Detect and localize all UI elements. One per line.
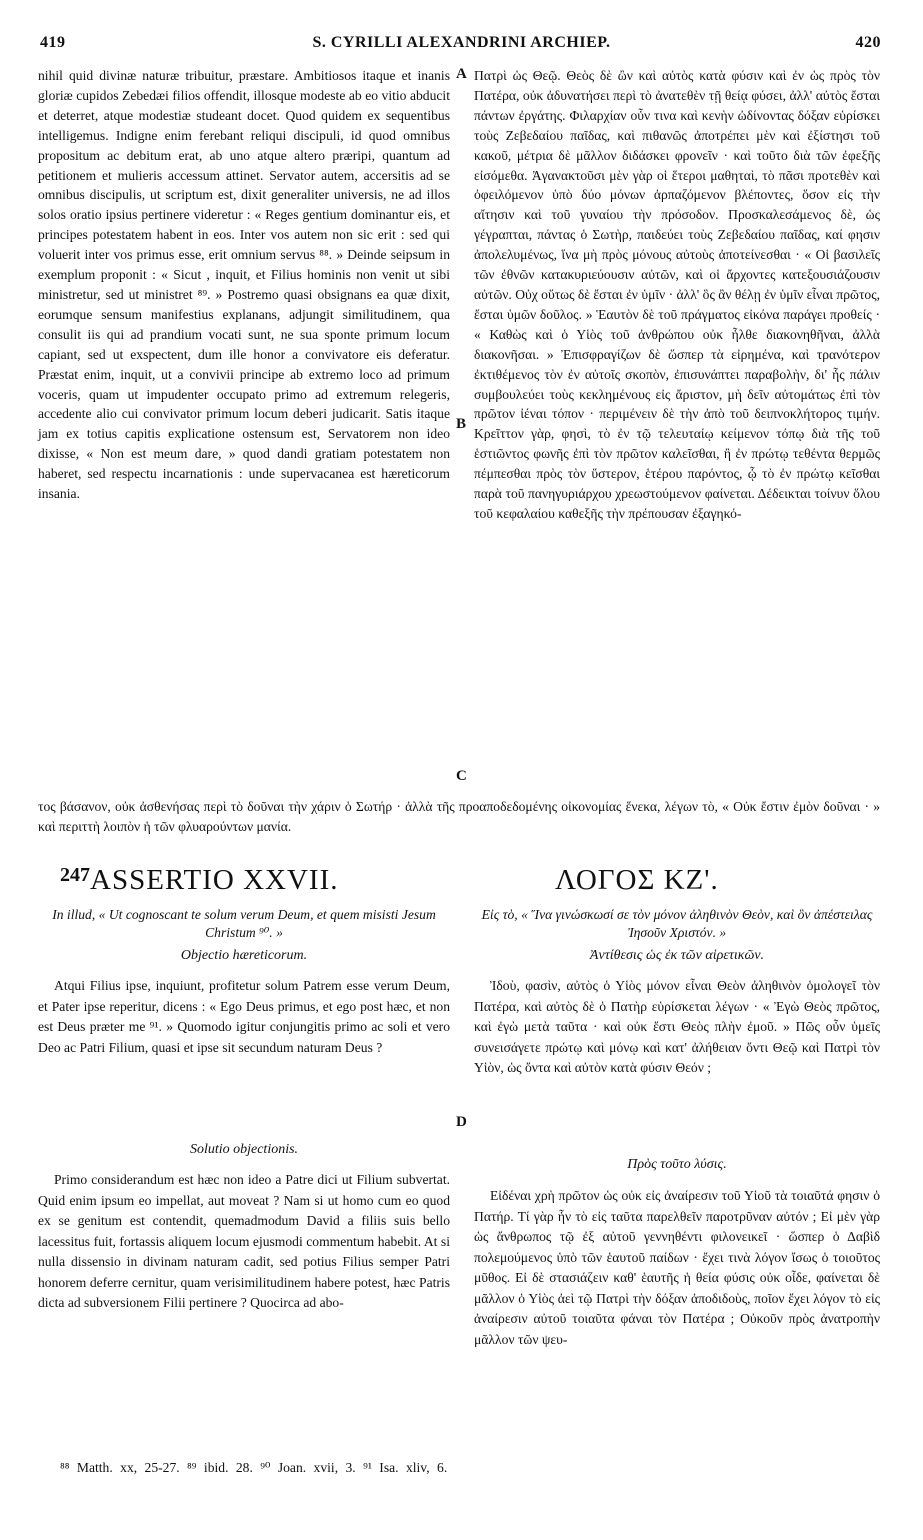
- greek-solution-heading: Πρὸς τοῦτο λύσις.: [627, 1157, 727, 1172]
- greek-section-heading: ΛΟΓΟΣ ΚΖ'.: [555, 864, 719, 896]
- greek-solution-text: Εἰδέναι χρὴ πρῶτον ὡς οὐκ εἰς ἀναίρεσιν τοῦ Υἱοῦ τὰ τοιαῦτά φησιν ὁ Πατήρ. Τί γὰρ ἦν τὸ εἰς ταῦτα παρελθεῖν παροτρῦναν αὐτόν ; Εἰ μὲν γὰρ ὡς ἄνθρωπος τῷ ἐξ αὐτοῦ γεννηθέντι φιλονεικεῖ · ὥσπερ ὁ Δαβὶδ πολεμούμενος ὑπὸ τῶν ἑαυτοῦ παίδων · ἔχει τινὰ λόγον ἴσως ὁ τοιοῦτος μῦθος. Εἰ δὲ στασιάζειν καθ' ἑαυτῆς ἡ θεία φύσις οὐκ οἶδε, φαίνεται δὲ μᾶλλον ὁ Υἱὸς ἀεὶ τῷ Πατρὶ τὴν δόξαν ἀποδιδοὺς, ποῖον ἔχει λόγον τὸ εἰς ἀναίρεσιν αὐτοῦ τοιαῦτα φάναι τὸν Πατέρα ; Οὐκοῦν πρὸς ἀνατροπὴν μᾶλλον τῶν ψευ-: [474, 1188, 880, 1347]
- latin-objection-block: [38, 976, 450, 1058]
- margin-letter-a: A: [456, 66, 467, 82]
- latin-text-top: nihil quid divinæ naturæ tribuitur, præstare. Ambitiosos itaque et inanis gloriæ cupidos Zebedæi filios offendit, illosque modeste ab eo vitio abducit et deterret, atque modestiæ studeant docet. Quod quidem ex sequentibus intelligemus. Indigne enim ferebant reliqui discipuli, id quod omnibus propositum ac debitum erat, ab uno atque altero præripi, quantum ad petitionem et mulieris accessum attinet. Servator autem, accersitis ad se omnibus discipulis, ut scriptum est, dixit generaliter universis, ne ad illos solos oratio ipsius pertinere videretur : « Reges gentium dominantur eis, et principes potestatem habent in eos. Inter vos autem non sic erit : sed qui voluerit inter vos primus esse, erit omnium servus ⁸⁸. » Deinde seipsum in exemplum proponit : « Sicut , inquit, et Filius hominis non venit ut sibi ministretur, sed ut ministret ⁸⁹. » Postremo quasi obsignans ea quæ dixit, eorumque sensum manifestius explanans, adjungit similitudinem, qua consulit iis qui ad prandium vocati sunt, ne sua sponte primum locum capiant, sed ut exspectent, dum ille honor a convivatore eis deferatur. Præstat enim, inquit, ut a convivii principe ab extremo loco ad primum voceris, quam ut impudenter occupato primo ad extremum relegeris, accedente alio cui convivator primum locum deberi judicarit. Satis itaque jam ex totius capitis explicatione ostensum est, Servatorem non ideo dixisse, « Non est meum dare, » quod dandi gratiam potestatem non haberet, sed respectu incarnationis : unde supervacanea est hæreticorum insania.: [38, 68, 450, 502]
- section-number: 247: [60, 864, 90, 886]
- margin-letter-c: C: [456, 768, 467, 784]
- greek-solution-block: [474, 1186, 880, 1350]
- latin-solution-heading: Solutio objectionis.: [189, 1142, 299, 1157]
- page-number-right: 420: [855, 34, 881, 51]
- footnotes: ⁸⁸ Matth. xx, 25-27. ⁸⁹ ibid. 28. ⁹⁰ Joan. xvii, 3. ⁹¹ Isa. xliv, 6.: [60, 1460, 448, 1475]
- margin-letter-d: D: [456, 1114, 467, 1130]
- greek-objection-block: [474, 976, 880, 1079]
- latin-objection-text: Atqui Filius ipse, inquiunt, profitetur solum Patrem esse verum Deum, et Pater ipse reperitur, dicens : « Ego Deus primus, et ego post hæc, et non est Deus præter me ⁹¹. » Quomodo igitur conjungitis primo ac soli et vero Deo ac Patri Filium, quasi et ipse sit secundum naturam Deus ?: [38, 978, 450, 1055]
- greek-subtitle: Εἰς τὸ, « Ἵνα γινώσκωσί σε τὸν μόνον ἀληθινὸν Θεὸν, καὶ ὃν ἀπέστειλας Ἰησοῦν Χριστόν. »: [481, 907, 873, 940]
- greek-objection-heading: Ἀντίθεσις ὡς ἐκ τῶν αἱρετικῶν.: [589, 948, 765, 963]
- greek-objection-text: Ἰδοὺ, φασὶν, αὐτὸς ὁ Υἱὸς μόνον εἶναι Θεὸν ἀληθινὸν ὁμολογεῖ τὸν Πατέρα, καὶ αὐτὸς δὲ ὁ Πατὴρ εὑρίσκεται λέγων · « Ἐγὼ Θεὸς πρῶτος, καὶ ἐγὼ μετὰ ταῦτα · καὶ οὐκ ἔστι Θεὸς πλὴν ἐμοῦ. » Πῶς οὖν ὑμεῖς συνεισάγετε πρώτῳ καὶ μόνῳ καὶ κατ' ἀλήθειαν ὄντι Θεῷ καὶ Πατρὶ τὸν Υἱὸν, ὡς ὄντα καὶ αὐτὸν κατὰ φύσιν Θεόν ;: [474, 978, 880, 1075]
- latin-column-top: [38, 66, 450, 504]
- greek-column-top: [474, 66, 880, 524]
- running-title: S. CYRILLI ALEXANDRINI ARCHIEP.: [312, 34, 611, 51]
- latin-solution-block: [38, 1170, 450, 1314]
- latin-section-heading: [60, 864, 338, 897]
- latin-subtitle: In illud, « Ut cognoscant te solum verum Deum, et quem misisti Jesum Christum ⁹⁰. »: [52, 907, 436, 940]
- greek-full-width-line: τος βάσανον, οὐκ ἀσθενήσας περὶ τὸ δοῦναι τὴν χάριν ὁ Σωτήρ · ἀλλὰ τῆς προαποδεδομένης οἰκονομίας ἕνεκα, λέγων τὸ, « Οὐκ ἔστιν ἐμὸν δοῦναι · » καὶ περιττὴ λοιπὸν ἡ τῶν φλυαρούντων μανία.: [38, 799, 880, 834]
- greek-text-top: Πατρὶ ὡς Θεῷ. Θεὸς δὲ ὢν καὶ αὐτὸς κατὰ φύσιν καὶ ἐν ὡς πρὸς τὸν Πατέρα, οὐκ ἀδυνατήσει περὶ τὸ ἀνατεθὲν τῇ θείᾳ φύσει, ἀλλ' αὐτὸς ἔσται πάντων ἐργάτης. Φιλαρχίαν οὖν τινα καὶ κενὴν ὠδίνοντας δόξαν εὑρίσκει τοὺς Ζεβεδαίου παῖδας, καὶ πιθανῶς ἀποτρέπει μὲν καὶ ἐξίστησι τοῦ κακοῦ, μέτρια δὲ μᾶλλον διδάσκει φρονεῖν · καὶ τοῦτο διὰ τῶν ἐφεξῆς εἰσόμεθα. Ἀγανακτοῦσι μὲν γὰρ οἱ ἕτεροι μαθηταὶ, τὸ πᾶσι προτεθὲν καὶ ὀφειλόμενον ὑπὸ δύο μόνων ἀρπαζόμενον βλέποντες, ὅσον εἰς τὴν αἴτησιν καὶ τοῦ γυναίου τὴν πρόσοδον. Προσκαλεσάμενος δὲ, ὡς γέγραπται, πάντας ὁ Σωτὴρ, παιδεύει τοὺς Ζεβεδαίου παῖδας, καί φησιν ἀπολελυμένως, ἵνα μὴ πρὸς μόνους αὐτοὺς ἀποτείνεσθαι · « Οἱ βασιλεῖς τῶν ἐθνῶν κατακυριεύουσιν αὐτῶν, καὶ οἱ ἄρχοντες κατεξουσιάζουσιν αὐτῶν. Οὐχ οὕτως δὲ ἔσται ἐν ὑμῖν · ἀλλ' ὃς ἂν θέλῃ ἐν ὑμῖν εἶναι πρῶτος, ἔσται ὑμῶν δοῦλος. » Ἑαυτὸν δὲ τοῦ πράγματος εἰκόνα παράγει προθείς · « Καθὼς καὶ ὁ Υἱὸς τοῦ ἀνθρώπου οὐκ ἦλθε διακονηθῆναι, ἀλλὰ διακονῆσαι. » Ἐπισφραγίζων δὲ ὥσπερ τὰ εἰρημένα, καὶ τρανότερον ἐκτιθέμενος τὸν ἐν αὐτοῖς σκοπὸν, ἐπισυνάπτει παραβολὴν, δι' ἧς πάλιν συμβουλεύει τοὺς κεκλημένους εἰς ἄριστον, μὴ δεῖν αὐτομάτως ἐπὶ τὸν πρῶτον ἰέναι τόπον · περιμένειν δὲ τὴν ἀπὸ τοῦ δειπνοκλήτορος τιμήν. Κρεῖττον γὰρ, φησὶ, τὸ ἐν τῷ τελευταίῳ κείμενον τόπῳ διὰ τῆς τοῦ ἑστιῶντος φωνῆς ἐπὶ τὸν πρῶτον καλεῖσθαι, ἢ ἐν πρώτῳ τεθέντα θερμῶς πέμπεσθαι πρὸς τὸν ὕστερον, ἑτέρου παρόντος, ᾧ τὸ ἐν πρώτῳ κεῖσθαι παρὰ τοῦ πανηγυριάρχου χρεωστούμενον φαίνεται. Δέδεικται τοίνυν ὅλου τοῦ κεφαλαίου καθεξῆς τὴν πρέπουσαν ἐξαγηκό-: [474, 68, 881, 521]
- latin-objection-heading: Objectio hæreticorum.: [180, 948, 308, 963]
- latin-section-title: ASSERTIO XXVII.: [90, 864, 339, 896]
- page-number-left: 419: [40, 34, 66, 51]
- margin-letter-b: B: [456, 416, 467, 432]
- latin-solution-text: Primo considerandum est hæc non ideo a Patre dici ut Filium subvertat. Quid enim ipsum eo impellat, aut moveat ? Nam si ut homo cum eo quod ex se genitum est contendit, quemadmodum David a filiis suis bello lacessitus fuit, fortassis aliquem locum ejusmodi commentum habebit. At si nulla dissensio in divinam naturam cadit, sed potius Filius semper Patri honorem deferre cernitur, quam verisimilitudinem habere potest, hæc Patris dicta ad subversionem Filii pertinere ? Quocirca ad abo-: [38, 1172, 450, 1310]
